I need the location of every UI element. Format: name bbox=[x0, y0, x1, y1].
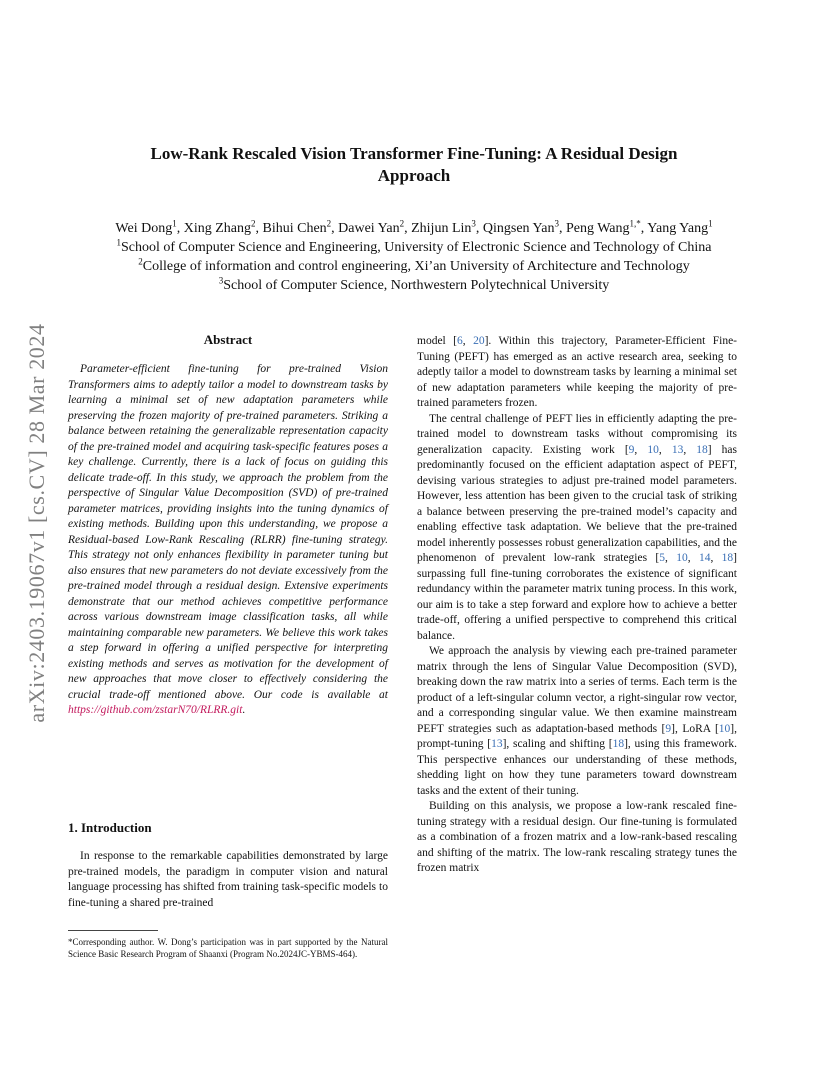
paper-title bbox=[70, 143, 758, 187]
intro-body bbox=[68, 849, 388, 911]
citation-link[interactable]: 20 bbox=[473, 335, 485, 347]
author: Wei Dong$^1$ bbox=[115, 218, 177, 236]
author-list: Wei Dong$^1$, Xing Zhang$^2$, Bihui Chen$^2$, Dawei Yan$^2$, Zhijun Lin$^3$, Qingsen Yan$^3$, Peng Wang$^{1,*}$, Yang Yang$^1$ bbox=[115, 218, 713, 236]
citation-link[interactable]: 9 bbox=[665, 722, 672, 735]
code-link[interactable]: https://github.com/zstarN70/RLRR.git bbox=[68, 704, 243, 716]
citation-link[interactable]: 18 bbox=[612, 738, 625, 750]
citation-link[interactable]: 14 bbox=[698, 552, 711, 564]
paragraph: The central challenge of PEFT lies in efficiently adapting the pre-trained model to downstream tasks without compromising its generalization capacity. Existing work [9, 10, 13, 18] has predominantly focused on the efficient adaptation aspect of PEFT, devising various strategies to adjust pre-trained model parameters. However, less attention has been given to the crucial task of striking a balance between preserving the pre-trained model’s capacity and enabling effective task adaptation. We believe that the pre-trained model inherently possesses robust generalization capabilities, and the phenomenon of prevalent low-rank strategies [5, 10, 14, 18] surpassing full fine-tuning corroborates the existence of significant redundancy within the parameter matrix tuning process. In this work, our aim is to take a step forward and explore how to achieve a better trade-off, offering a unified perspective to comprehend this critical balance. bbox=[417, 412, 737, 642]
citation-link[interactable]: 13 bbox=[671, 443, 684, 456]
citation-link[interactable]: 10 bbox=[676, 552, 688, 564]
author: Xing Zhang$^2$ bbox=[183, 218, 256, 236]
title-line-2: Approach bbox=[377, 166, 451, 185]
citation-link[interactable]: 18 bbox=[696, 443, 708, 456]
abstract-text: Parameter-efficient fine-tuning for pre-trained Vision Transformers aims to adeptly tailor a model to downstream tasks by learning a minimal set of new adaptation parameters while preserving the frozen majority of pre-trained parameters. Striking a balance between retaining the generalizable representation capacity of the pre-trained model and acquiring task-specific features poses a key challenge. Currently, there is a lack of focus on guiding this delicate trade-off. In this study, we approach the problem from the perspective of Singular Value Decomposition (SVD) of pre-trained parameter matrices, providing insights into the tuning dynamics of existing methods. Building upon this understanding, we propose a Residual-based Low-Rank Rescaling (RLRR) fine-tuning strategy. This strategy not only enhances flexibility in parameter tuning but also ensures that new parameters do not deviate excessively from the pre-trained model through a residual design. Extensive experiments demonstrate that our method achieves competitive performance across various downstream image classification tasks, all while maintaining comparable new parameters. We believe this work takes a step forward in offering a unified perspective for interpreting existing methods and serves as motivation for the development of new approaches that move closer to effectively considering the crucial trade-off mentioned above. Our code is available at bbox=[68, 363, 388, 701]
arxiv-stamp: arXiv:2403.19067v1 [cs.CV] 28 Mar 2024 bbox=[24, 322, 49, 723]
citation-link[interactable]: 5 bbox=[659, 552, 665, 564]
arxiv-sidebar bbox=[22, 285, 52, 760]
affiliation-2: $^2$College of information and control engineering, Xi’an University of Architecture and Technology bbox=[138, 256, 690, 274]
citation-link[interactable]: 6 bbox=[457, 335, 463, 347]
right-column bbox=[417, 334, 737, 877]
author: Qingsen Yan$^3$ bbox=[482, 218, 559, 236]
footnote: *Corresponding author. W. Dong’s participation was in part supported by the Natural Science Basic Research Program of Shaanxi (Program No.2024JC-YBMS-464). bbox=[68, 937, 388, 959]
citation-link[interactable]: 10 bbox=[718, 722, 731, 735]
section-heading-introduction: 1. Introduction bbox=[68, 820, 152, 835]
citation-link[interactable]: 9 bbox=[628, 443, 635, 456]
abstract-body: Parameter-efficient fine-tuning for pre-trained Vision Transformers aims to adeptly tailor a model to downstream tasks by learning a minimal set of new adaptation parameters while preserving the frozen majority of pre-trained parameters. Striking a balance between retaining the generalizable representation capacity of the pre-trained model and acquiring task-specific features poses a key challenge. Currently, there is a lack of focus on guiding this delicate trade-off. In this study, we approach the problem from the perspective of Singular Value Decomposition (SVD) of pre-trained parameter matrices, providing insights into the tuning dynamics of existing methods. Building upon this understanding, we propose a Residual-based Low-Rank Rescaling (RLRR) fine-tuning strategy. This strategy not only enhances flexibility in parameter tuning but also ensures that new parameters do not deviate excessively from the pre-trained model through a residual design. Extensive experiments demonstrate that our method achieves competitive performance across various downstream image classification tasks, all while maintaining comparable new parameters. We believe this work takes a step forward in offering a unified perspective for interpreting existing methods and serves as motivation for the development of new approaches that move closer to effectively considering the crucial trade-off mentioned above. Our code is available at https://github.com/zstarN70/RLRR.git. bbox=[68, 363, 388, 716]
author: Yang Yang$^1$ bbox=[647, 218, 713, 236]
abstract-heading: Abstract bbox=[203, 332, 253, 347]
author: Zhijun Lin$^3$ bbox=[411, 218, 476, 236]
paragraph: Building on this analysis, we propose a low-rank rescaled fine-tuning strategy with a residual design. Our fine-tuning is formulated as a combination of a frozen matrix and a low-rank-based rescaling and shifting of the matrix. The low-rank rescaling strategy tunes the frozen matrix bbox=[417, 800, 737, 874]
title-line-1: Low-Rank Rescaled Vision Transformer Fine-Tuning: A Residual Design bbox=[150, 144, 678, 163]
affiliation-1: $^1$School of Computer Science and Engineering, University of Electronic Science and Technology of China bbox=[116, 237, 712, 255]
paragraph: We approach the analysis by viewing each pre-trained parameter matrix through the lens of Singular Value Decomposition (SVD), breaking down the raw matrix into a series of terms. Each term is the product of a left-singular column vector, a right-singular row vector, and a corresponding singular value. We then examine mainstream PEFT strategies such as adaptation-based methods [9], LoRA [10], prompt-tuning [13], scaling and shifting [18], using this framework. This perspective enhances our understanding of these methods, shedding light on how they tune parameters toward downstream tasks and the extent of their tuning. bbox=[417, 645, 737, 797]
author: Peng Wang$^{1,*}$ bbox=[565, 218, 641, 236]
paragraph: model [6, 20]. Within this trajectory, Parameter-Efficient Fine-Tuning (PEFT) has emerged as an active research area, seeking to adeptly tailor a model to downstream tasks by learning a minimal set of new adaptation parameters while keeping the majority of pre-trained parameters frozen. bbox=[417, 335, 738, 409]
footnote-rule bbox=[68, 930, 158, 931]
intro-paragraph: In response to the remarkable capabilities demonstrated by large pre-trained models, the paradigm in computer vision and natural language processing has shifted from training task-specific models to fine-tuning a shared pre-trained bbox=[68, 850, 388, 909]
citation-link[interactable]: 10 bbox=[647, 443, 659, 456]
author: Bihui Chen$^2$ bbox=[262, 218, 332, 236]
citation-link[interactable]: 13 bbox=[491, 738, 503, 750]
affiliation-3: $^3$School of Computer Science, Northwestern Polytechnical University bbox=[218, 275, 610, 293]
citation-link[interactable]: 18 bbox=[721, 552, 734, 564]
author: Dawei Yan$^2$ bbox=[338, 218, 405, 236]
